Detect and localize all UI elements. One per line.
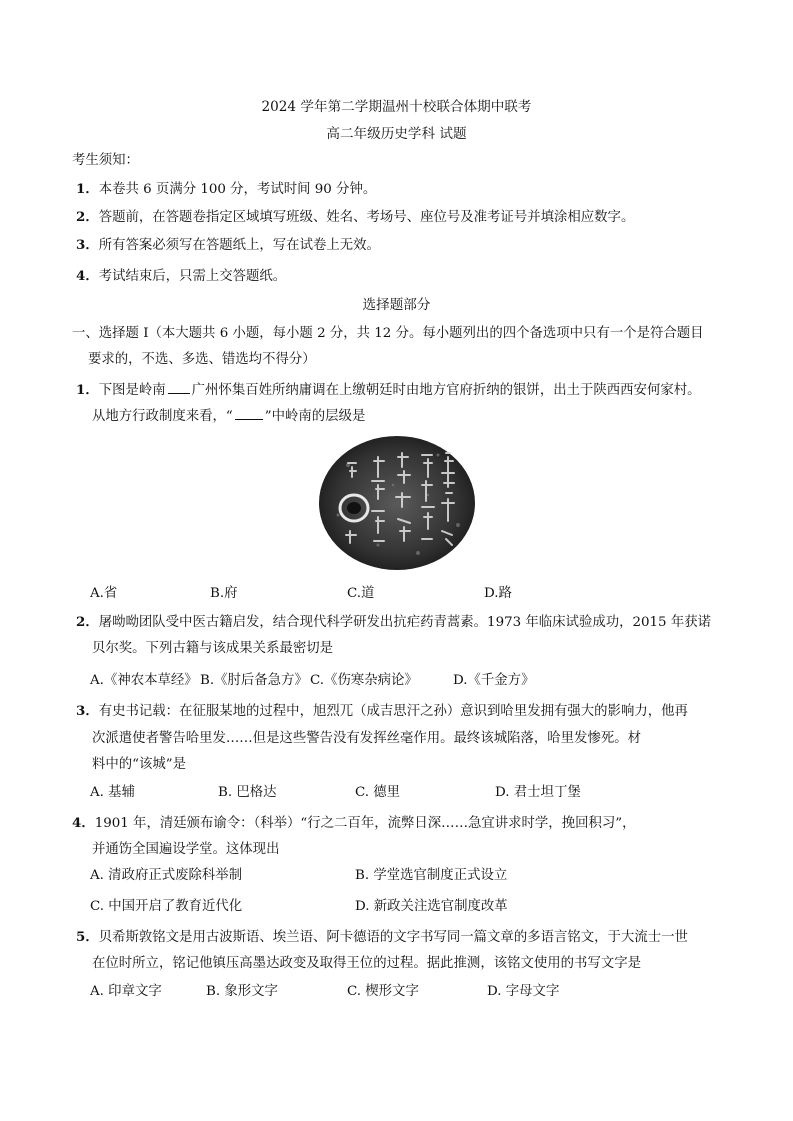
question-4-line2: 并通饬全国遍设学堂。这体现出	[92, 842, 280, 857]
question-3-line1: 3．有史书记载：在征服某地的过程中，旭烈兀（成吉思汗之孙）意识到哈里发拥有强大的影响力，他再	[76, 703, 688, 719]
question-number: 3．	[76, 703, 99, 719]
notice-item-4	[76, 267, 286, 286]
section-title: 选择题部分	[362, 297, 431, 313]
notice-item-text: 所有答案必须写在答题纸上，写在试卷上无效。	[98, 238, 380, 253]
exam-subtitle: 高二年级历史学科 试题	[326, 126, 467, 142]
q4-option-b[interactable]: B. 学堂选官制度正式设立	[355, 868, 508, 883]
q2-option-d[interactable]: D.《千金方》	[453, 673, 535, 688]
q5-option-b[interactable]: B. 象形文字	[206, 984, 278, 999]
question-number: 4．	[72, 815, 95, 831]
notice-item-number: 1．	[76, 181, 99, 197]
notice-item-text: 本卷共 6 页满分 100 分，考试时间 90 分钟。	[98, 182, 377, 197]
notice-item-number: 2．	[76, 209, 99, 225]
q2-option-a[interactable]: A.《神农本草经》	[90, 673, 198, 688]
q5-option-c[interactable]: C. 楔形文字	[347, 984, 419, 999]
q2-option-b[interactable]: B.《肘后备急方》	[200, 673, 308, 688]
notice-item-text: 考试结束后，只需上交答题纸。	[98, 269, 287, 284]
question-number: 2．	[76, 614, 99, 630]
answer-blank	[235, 407, 263, 420]
notice-item-text: 答题前，在答题卷指定区域填写班级、姓名、考场号、座位号及准考证号并填涂相应数字。	[98, 210, 635, 225]
part1-instruction-line1: 一、选择题 I（本大题共 6 小题，每小题 2 分，共 12 分。每小题列出的四个备选项中只有一个是符合题目	[72, 326, 704, 341]
q4-option-d[interactable]: D. 新政关注选官制度改革	[355, 899, 508, 914]
question-1-line1: 1．下图是岭南 广州怀集百姓所纳庸调在上缴朝廷时由地方官府折纳的银饼，出土于陕西西安何家村。	[76, 382, 701, 398]
q5-option-d[interactable]: D. 字母文字	[487, 984, 560, 999]
question-number: 1．	[76, 382, 99, 398]
q1-option-d[interactable]: D.路	[484, 586, 512, 601]
notice-item-1	[76, 180, 376, 199]
notice-item-3	[76, 236, 380, 255]
q3-option-b[interactable]: B. 巴格达	[218, 785, 277, 800]
notice-item-number: 3．	[76, 237, 99, 253]
q1-option-a[interactable]: A.省	[90, 586, 118, 601]
question-5-line1: 5．贝希斯敦铭文是用古波斯语、埃兰语、阿卡德语的文字书写同一篇文章的多语言铭文，于大流士一世	[76, 929, 688, 945]
q5-option-a[interactable]: A. 印章文字	[90, 984, 162, 999]
question-2-line1: 2．屠呦呦团队受中医古籍启发，结合现代科学研发出抗疟药青蒿素。1973 年临床试验成功，2015 年获诺	[76, 614, 712, 630]
exam-title: 2024 学年第二学期温州十校联合体期中联考	[261, 99, 532, 115]
question-number: 5．	[76, 929, 99, 945]
q1-option-b[interactable]: B.府	[210, 586, 238, 601]
notice-item-2	[76, 208, 634, 227]
question-5-line2: 在位时所立，铭记他镇压高墨达政变及取得王位的过程。据此推测，该铭文使用的书写文字是	[92, 956, 642, 971]
q3-option-c[interactable]: C. 德里	[355, 785, 401, 800]
q2-option-c[interactable]: C.《伤寒杂病论》	[310, 673, 418, 688]
rubbing-illustration	[318, 435, 476, 571]
q1-option-c[interactable]: C.道	[347, 586, 375, 601]
silver-cake-rubbing-image	[318, 435, 476, 571]
question-2-line2: 贝尔奖。下列古籍与该成果关系最密切是	[92, 641, 334, 656]
q3-option-d[interactable]: D. 君士坦丁堡	[495, 785, 581, 800]
q4-option-c[interactable]: C. 中国开启了教育近代化	[90, 899, 243, 914]
question-1-line2: 从地方行政制度来看，“ ”中岭南的层级是	[92, 409, 366, 424]
part1-instruction-line2: 要求的，不选、多选、错选均不得分）	[88, 352, 316, 367]
notice-heading: 考生须知：	[72, 153, 139, 168]
answer-blank	[168, 381, 190, 394]
question-4-line1: 4．1901 年，清廷颁布谕令：（科举）“行之二百年，流弊日深……急宜讲求时学，挽回积习”，	[72, 815, 636, 831]
q4-option-a[interactable]: A. 清政府正式废除科举制	[90, 868, 243, 883]
notice-item-number: 4．	[76, 268, 99, 284]
q3-option-a[interactable]: A. 基辅	[90, 785, 135, 800]
question-3-line3: 料中的“该城”是	[92, 757, 187, 772]
question-3-line2: 次派遣使者警告哈里发……但是这些警告没有发挥丝毫作用。最终该城陷落，哈里发惨死。材	[92, 731, 642, 746]
